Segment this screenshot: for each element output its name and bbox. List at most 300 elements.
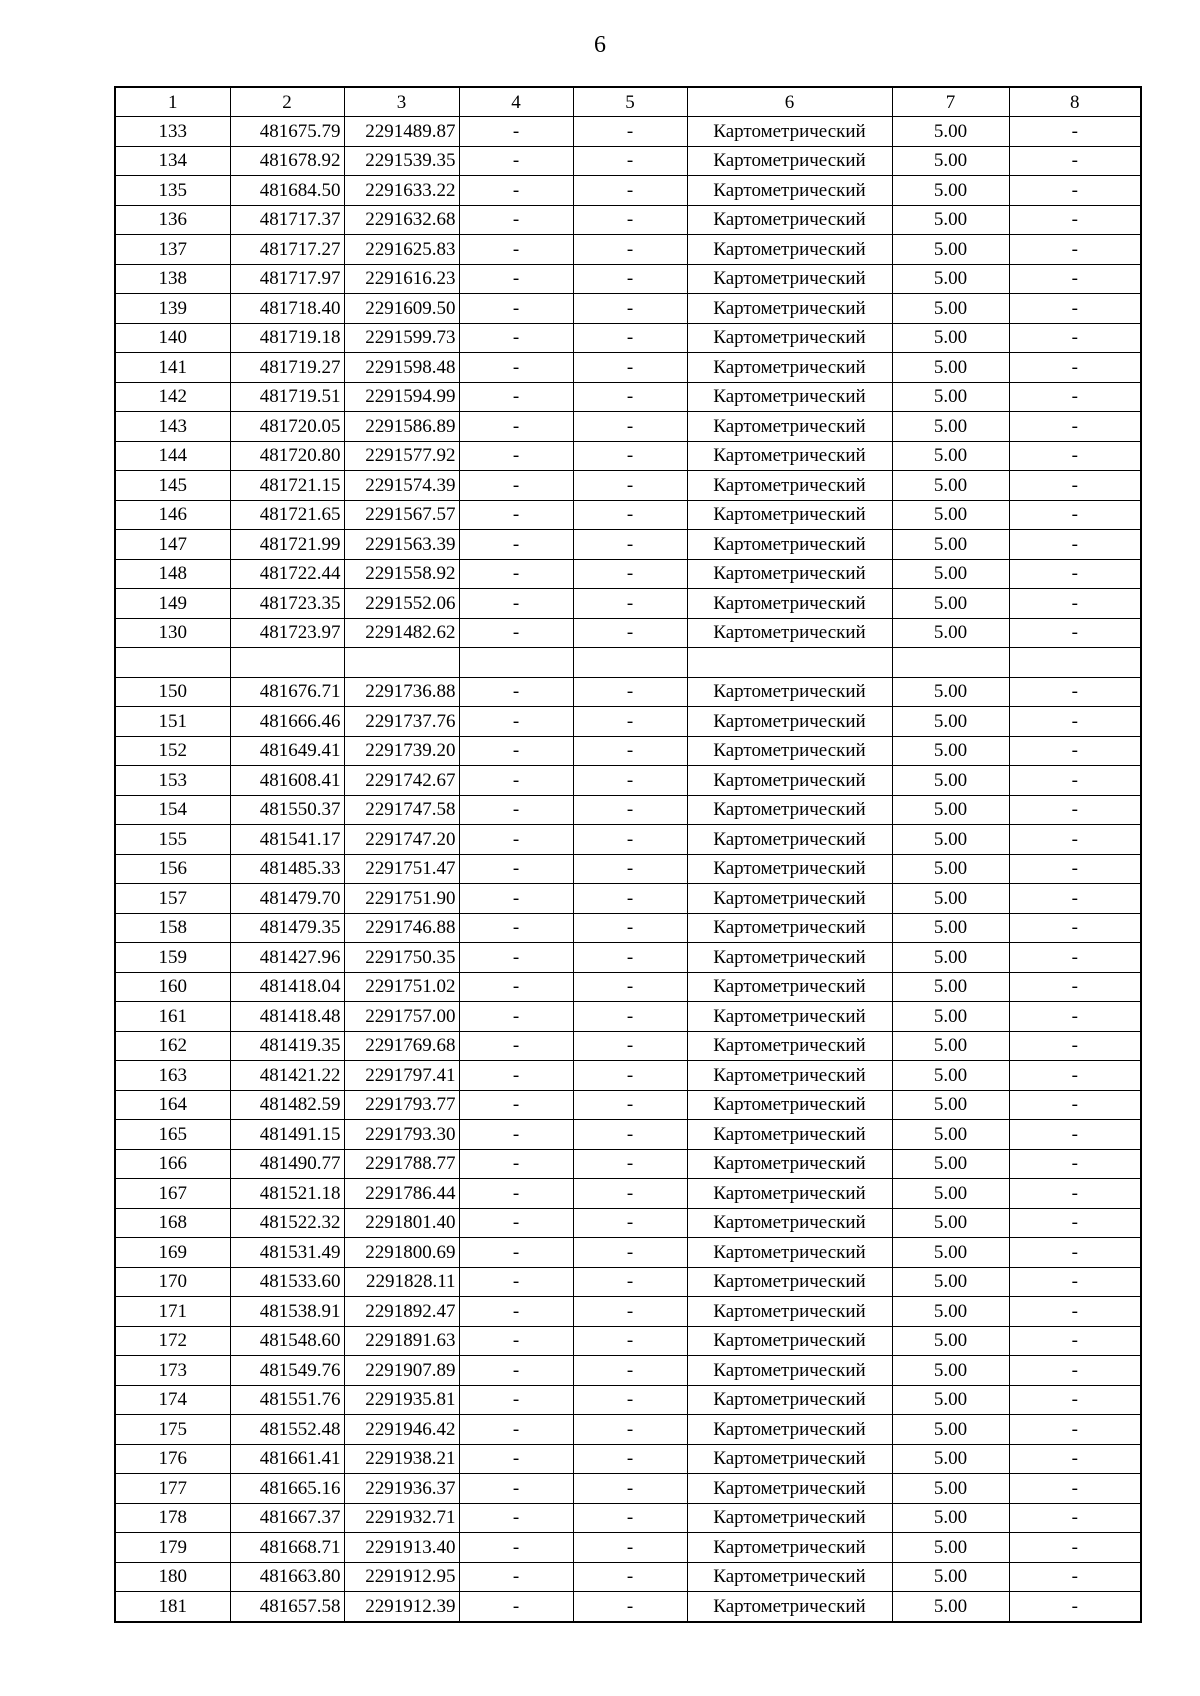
cell-col-4: - bbox=[459, 589, 573, 619]
cell-point-number: 152 bbox=[115, 736, 230, 766]
cell-accuracy: 5.00 bbox=[892, 441, 1009, 471]
cell-x-coordinate: 481548.60 bbox=[230, 1326, 344, 1356]
cell-x-coordinate: 481479.35 bbox=[230, 913, 344, 943]
cell-col-4: - bbox=[459, 235, 573, 265]
cell-point-number: 139 bbox=[115, 294, 230, 324]
cell-y-coordinate: 2291891.63 bbox=[344, 1326, 459, 1356]
cell-y-coordinate: 2291616.23 bbox=[344, 264, 459, 294]
cell-x-coordinate: 481678.92 bbox=[230, 146, 344, 176]
cell-accuracy: 5.00 bbox=[892, 589, 1009, 619]
cell-accuracy: 5.00 bbox=[892, 1562, 1009, 1592]
cell-y-coordinate: 2291739.20 bbox=[344, 736, 459, 766]
cell-point-number: 148 bbox=[115, 559, 230, 589]
table-row bbox=[115, 1238, 1141, 1268]
cell-col-4: - bbox=[459, 1592, 573, 1622]
cell-point-number: 167 bbox=[115, 1179, 230, 1209]
cell-method: Картометрический bbox=[687, 1031, 892, 1061]
cell-x-coordinate: 481667.37 bbox=[230, 1503, 344, 1533]
table-row bbox=[115, 766, 1141, 796]
table-row bbox=[115, 176, 1141, 206]
table-row bbox=[115, 1385, 1141, 1415]
cell-col-8: - bbox=[1009, 530, 1141, 560]
table-row bbox=[115, 1002, 1141, 1032]
cell-y-coordinate: 2291558.92 bbox=[344, 559, 459, 589]
cell-x-coordinate: 481490.77 bbox=[230, 1149, 344, 1179]
cell-point-number: 153 bbox=[115, 766, 230, 796]
cell-accuracy: 5.00 bbox=[892, 412, 1009, 442]
cell-method: Картометрический bbox=[687, 471, 892, 501]
cell-y-coordinate bbox=[344, 648, 459, 678]
header-cell-8: 8 bbox=[1009, 87, 1141, 117]
cell-method: Картометрический bbox=[687, 1267, 892, 1297]
cell-method: Картометрический bbox=[687, 1562, 892, 1592]
cell-col-8: - bbox=[1009, 1385, 1141, 1415]
cell-accuracy: 5.00 bbox=[892, 884, 1009, 914]
cell-accuracy: 5.00 bbox=[892, 736, 1009, 766]
cell-col-4: - bbox=[459, 412, 573, 442]
cell-y-coordinate: 2291907.89 bbox=[344, 1356, 459, 1386]
cell-point-number: 134 bbox=[115, 146, 230, 176]
cell-point-number: 168 bbox=[115, 1208, 230, 1238]
cell-col-8: - bbox=[1009, 235, 1141, 265]
table-row bbox=[115, 1149, 1141, 1179]
cell-method: Картометрический bbox=[687, 500, 892, 530]
cell-point-number: 146 bbox=[115, 500, 230, 530]
cell-col-8: - bbox=[1009, 1238, 1141, 1268]
cell-col-4: - bbox=[459, 1120, 573, 1150]
cell-method: Картометрический bbox=[687, 559, 892, 589]
cell-accuracy: 5.00 bbox=[892, 1179, 1009, 1209]
cell-x-coordinate: 481721.99 bbox=[230, 530, 344, 560]
cell-col-8: - bbox=[1009, 854, 1141, 884]
cell-method: Картометрический bbox=[687, 117, 892, 147]
cell-col-8: - bbox=[1009, 795, 1141, 825]
cell-method: Картометрический bbox=[687, 382, 892, 412]
cell-col-4: - bbox=[459, 1444, 573, 1474]
cell-method: Картометрический bbox=[687, 1356, 892, 1386]
table-row bbox=[115, 1415, 1141, 1445]
cell-col-4: - bbox=[459, 884, 573, 914]
cell-accuracy: 5.00 bbox=[892, 1503, 1009, 1533]
table-row bbox=[115, 1562, 1141, 1592]
cell-accuracy: 5.00 bbox=[892, 913, 1009, 943]
cell-col-8: - bbox=[1009, 736, 1141, 766]
cell-point-number: 142 bbox=[115, 382, 230, 412]
cell-col-5: - bbox=[573, 353, 687, 383]
cell-x-coordinate: 481684.50 bbox=[230, 176, 344, 206]
cell-col-4: - bbox=[459, 707, 573, 737]
cell-col-4: - bbox=[459, 559, 573, 589]
cell-y-coordinate: 2291586.89 bbox=[344, 412, 459, 442]
cell-point-number: 174 bbox=[115, 1385, 230, 1415]
cell-accuracy: 5.00 bbox=[892, 618, 1009, 648]
cell-col-8: - bbox=[1009, 441, 1141, 471]
cell-col-4: - bbox=[459, 353, 573, 383]
cell-accuracy: 5.00 bbox=[892, 1061, 1009, 1091]
page-number: 6 bbox=[594, 32, 606, 58]
cell-y-coordinate: 2291567.57 bbox=[344, 500, 459, 530]
table-row bbox=[115, 943, 1141, 973]
cell-col-8: - bbox=[1009, 913, 1141, 943]
table-row bbox=[115, 972, 1141, 1002]
cell-method: Картометрический bbox=[687, 913, 892, 943]
cell-y-coordinate: 2291632.68 bbox=[344, 205, 459, 235]
cell-point-number: 172 bbox=[115, 1326, 230, 1356]
cell-col-8: - bbox=[1009, 707, 1141, 737]
cell-x-coordinate: 481608.41 bbox=[230, 766, 344, 796]
cell-col-8: - bbox=[1009, 205, 1141, 235]
table-row bbox=[115, 707, 1141, 737]
cell-accuracy: 5.00 bbox=[892, 972, 1009, 1002]
cell-y-coordinate: 2291552.06 bbox=[344, 589, 459, 619]
cell-col-5: - bbox=[573, 471, 687, 501]
table-row bbox=[115, 648, 1141, 678]
cell-point-number: 133 bbox=[115, 117, 230, 147]
cell-col-5: - bbox=[573, 943, 687, 973]
cell-x-coordinate: 481668.71 bbox=[230, 1533, 344, 1563]
cell-col-8: - bbox=[1009, 618, 1141, 648]
header-cell-3: 3 bbox=[344, 87, 459, 117]
cell-col-5: - bbox=[573, 1002, 687, 1032]
cell-x-coordinate: 481719.18 bbox=[230, 323, 344, 353]
cell-col-5: - bbox=[573, 1474, 687, 1504]
cell-point-number: 179 bbox=[115, 1533, 230, 1563]
cell-x-coordinate bbox=[230, 648, 344, 678]
cell-method: Картометрический bbox=[687, 294, 892, 324]
cell-col-5: - bbox=[573, 176, 687, 206]
cell-point-number: 157 bbox=[115, 884, 230, 914]
cell-method: Картометрический bbox=[687, 972, 892, 1002]
cell-x-coordinate: 481665.16 bbox=[230, 1474, 344, 1504]
cell-point-number: 171 bbox=[115, 1297, 230, 1327]
cell-col-4: - bbox=[459, 795, 573, 825]
cell-point-number: 175 bbox=[115, 1415, 230, 1445]
cell-point-number: 137 bbox=[115, 235, 230, 265]
cell-col-5: - bbox=[573, 795, 687, 825]
cell-col-8: - bbox=[1009, 471, 1141, 501]
cell-x-coordinate: 481676.71 bbox=[230, 677, 344, 707]
cell-col-8: - bbox=[1009, 1415, 1141, 1445]
cell-col-4: - bbox=[459, 913, 573, 943]
cell-col-5: - bbox=[573, 972, 687, 1002]
cell-col-5: - bbox=[573, 589, 687, 619]
cell-point-number: 178 bbox=[115, 1503, 230, 1533]
cell-col-8: - bbox=[1009, 1002, 1141, 1032]
cell-col-4: - bbox=[459, 1061, 573, 1091]
cell-col-5: - bbox=[573, 205, 687, 235]
cell-y-coordinate: 2291599.73 bbox=[344, 323, 459, 353]
cell-point-number: 158 bbox=[115, 913, 230, 943]
cell-col-5: - bbox=[573, 884, 687, 914]
cell-x-coordinate: 481550.37 bbox=[230, 795, 344, 825]
cell-point-number: 150 bbox=[115, 677, 230, 707]
cell-col-4: - bbox=[459, 972, 573, 1002]
cell-point-number: 155 bbox=[115, 825, 230, 855]
cell-accuracy: 5.00 bbox=[892, 707, 1009, 737]
cell-x-coordinate: 481541.17 bbox=[230, 825, 344, 855]
cell-accuracy: 5.00 bbox=[892, 382, 1009, 412]
cell-accuracy: 5.00 bbox=[892, 1149, 1009, 1179]
cell-accuracy: 5.00 bbox=[892, 1444, 1009, 1474]
cell-method: Картометрический bbox=[687, 589, 892, 619]
table-row bbox=[115, 353, 1141, 383]
cell-method: Картометрический bbox=[687, 323, 892, 353]
cell-point-number: 176 bbox=[115, 1444, 230, 1474]
cell-point-number: 130 bbox=[115, 618, 230, 648]
cell-x-coordinate: 481521.18 bbox=[230, 1179, 344, 1209]
cell-col-4: - bbox=[459, 1090, 573, 1120]
cell-col-5: - bbox=[573, 235, 687, 265]
cell-point-number: 159 bbox=[115, 943, 230, 973]
cell-x-coordinate: 481661.41 bbox=[230, 1444, 344, 1474]
cell-col-8: - bbox=[1009, 1356, 1141, 1386]
cell-col-8: - bbox=[1009, 1297, 1141, 1327]
cell-y-coordinate: 2291932.71 bbox=[344, 1503, 459, 1533]
cell-col-4: - bbox=[459, 1503, 573, 1533]
cell-col-4: - bbox=[459, 1149, 573, 1179]
cell-col-8: - bbox=[1009, 1474, 1141, 1504]
cell-col-4: - bbox=[459, 1415, 573, 1445]
cell-col-8: - bbox=[1009, 1031, 1141, 1061]
cell-y-coordinate: 2291912.39 bbox=[344, 1592, 459, 1622]
cell-y-coordinate: 2291574.39 bbox=[344, 471, 459, 501]
cell-col-8: - bbox=[1009, 1120, 1141, 1150]
cell-x-coordinate: 481722.44 bbox=[230, 559, 344, 589]
cell-method: Картометрический bbox=[687, 1120, 892, 1150]
cell-method bbox=[687, 648, 892, 678]
cell-x-coordinate: 481491.15 bbox=[230, 1120, 344, 1150]
cell-accuracy: 5.00 bbox=[892, 825, 1009, 855]
cell-col-4: - bbox=[459, 117, 573, 147]
cell-point-number bbox=[115, 648, 230, 678]
cell-col-5: - bbox=[573, 117, 687, 147]
cell-col-8: - bbox=[1009, 1562, 1141, 1592]
table-row bbox=[115, 412, 1141, 442]
cell-y-coordinate: 2291936.37 bbox=[344, 1474, 459, 1504]
header-cell-7: 7 bbox=[892, 87, 1009, 117]
cell-x-coordinate: 481720.80 bbox=[230, 441, 344, 471]
cell-accuracy: 5.00 bbox=[892, 471, 1009, 501]
cell-point-number: 143 bbox=[115, 412, 230, 442]
cell-col-4: - bbox=[459, 1002, 573, 1032]
cell-y-coordinate: 2291828.11 bbox=[344, 1267, 459, 1297]
cell-y-coordinate: 2291747.20 bbox=[344, 825, 459, 855]
cell-point-number: 156 bbox=[115, 854, 230, 884]
cell-y-coordinate: 2291786.44 bbox=[344, 1179, 459, 1209]
cell-col-5: - bbox=[573, 530, 687, 560]
cell-accuracy: 5.00 bbox=[892, 1267, 1009, 1297]
cell-point-number: 135 bbox=[115, 176, 230, 206]
table-row bbox=[115, 1208, 1141, 1238]
cell-method: Картометрический bbox=[687, 1297, 892, 1327]
cell-accuracy: 5.00 bbox=[892, 1297, 1009, 1327]
cell-col-8: - bbox=[1009, 559, 1141, 589]
table-row bbox=[115, 825, 1141, 855]
cell-col-4: - bbox=[459, 1179, 573, 1209]
cell-point-number: 163 bbox=[115, 1061, 230, 1091]
cell-col-4: - bbox=[459, 766, 573, 796]
cell-col-8: - bbox=[1009, 176, 1141, 206]
cell-accuracy: 5.00 bbox=[892, 1120, 1009, 1150]
table-row bbox=[115, 1297, 1141, 1327]
table-row bbox=[115, 1503, 1141, 1533]
cell-col-5: - bbox=[573, 264, 687, 294]
cell-x-coordinate: 481717.97 bbox=[230, 264, 344, 294]
cell-method: Картометрический bbox=[687, 1326, 892, 1356]
cell-col-5: - bbox=[573, 1267, 687, 1297]
cell-col-4: - bbox=[459, 1297, 573, 1327]
cell-col-4: - bbox=[459, 323, 573, 353]
cell-point-number: 173 bbox=[115, 1356, 230, 1386]
cell-x-coordinate: 481551.76 bbox=[230, 1385, 344, 1415]
table-row bbox=[115, 382, 1141, 412]
table-row bbox=[115, 736, 1141, 766]
cell-method: Картометрический bbox=[687, 235, 892, 265]
cell-col-5: - bbox=[573, 441, 687, 471]
cell-x-coordinate: 481666.46 bbox=[230, 707, 344, 737]
table-row bbox=[115, 117, 1141, 147]
cell-method: Картометрический bbox=[687, 1149, 892, 1179]
cell-method: Картометрический bbox=[687, 1208, 892, 1238]
cell-x-coordinate: 481418.04 bbox=[230, 972, 344, 1002]
cell-col-5: - bbox=[573, 677, 687, 707]
cell-accuracy: 5.00 bbox=[892, 1031, 1009, 1061]
cell-col-8: - bbox=[1009, 589, 1141, 619]
cell-col-5: - bbox=[573, 1061, 687, 1091]
cell-x-coordinate: 481482.59 bbox=[230, 1090, 344, 1120]
cell-col-8: - bbox=[1009, 1326, 1141, 1356]
header-cell-5: 5 bbox=[573, 87, 687, 117]
cell-col-5: - bbox=[573, 1326, 687, 1356]
cell-point-number: 149 bbox=[115, 589, 230, 619]
cell-col-8: - bbox=[1009, 353, 1141, 383]
table-row bbox=[115, 1061, 1141, 1091]
cell-method: Картометрический bbox=[687, 1002, 892, 1032]
cell-col-5: - bbox=[573, 1592, 687, 1622]
cell-method: Картометрический bbox=[687, 1061, 892, 1091]
header-cell-1: 1 bbox=[115, 87, 230, 117]
cell-accuracy: 5.00 bbox=[892, 500, 1009, 530]
cell-method: Картометрический bbox=[687, 736, 892, 766]
cell-col-5: - bbox=[573, 1090, 687, 1120]
cell-col-4: - bbox=[459, 146, 573, 176]
cell-col-4: - bbox=[459, 205, 573, 235]
cell-col-4: - bbox=[459, 1385, 573, 1415]
cell-x-coordinate: 481717.27 bbox=[230, 235, 344, 265]
cell-col-5: - bbox=[573, 1385, 687, 1415]
cell-accuracy: 5.00 bbox=[892, 1002, 1009, 1032]
cell-point-number: 144 bbox=[115, 441, 230, 471]
cell-col-4: - bbox=[459, 1031, 573, 1061]
cell-y-coordinate: 2291594.99 bbox=[344, 382, 459, 412]
cell-x-coordinate: 481657.58 bbox=[230, 1592, 344, 1622]
cell-col-4: - bbox=[459, 1562, 573, 1592]
cell-col-4: - bbox=[459, 825, 573, 855]
cell-y-coordinate: 2291912.95 bbox=[344, 1562, 459, 1592]
cell-x-coordinate: 481552.48 bbox=[230, 1415, 344, 1445]
cell-point-number: 151 bbox=[115, 707, 230, 737]
cell-x-coordinate: 481427.96 bbox=[230, 943, 344, 973]
cell-col-5: - bbox=[573, 1444, 687, 1474]
cell-col-8: - bbox=[1009, 1149, 1141, 1179]
cell-method: Картометрический bbox=[687, 1179, 892, 1209]
cell-col-5: - bbox=[573, 1031, 687, 1061]
table-row bbox=[115, 589, 1141, 619]
cell-col-4: - bbox=[459, 1238, 573, 1268]
header-cell-2: 2 bbox=[230, 87, 344, 117]
cell-accuracy: 5.00 bbox=[892, 854, 1009, 884]
cell-col-8: - bbox=[1009, 884, 1141, 914]
cell-x-coordinate: 481721.65 bbox=[230, 500, 344, 530]
cell-col-4: - bbox=[459, 441, 573, 471]
cell-col-5: - bbox=[573, 1238, 687, 1268]
cell-x-coordinate: 481419.35 bbox=[230, 1031, 344, 1061]
cell-y-coordinate: 2291750.35 bbox=[344, 943, 459, 973]
cell-x-coordinate: 481718.40 bbox=[230, 294, 344, 324]
cell-method: Картометрический bbox=[687, 205, 892, 235]
cell-col-8: - bbox=[1009, 146, 1141, 176]
cell-col-5: - bbox=[573, 1179, 687, 1209]
cell-y-coordinate: 2291797.41 bbox=[344, 1061, 459, 1091]
cell-method: Картометрический bbox=[687, 707, 892, 737]
cell-y-coordinate: 2291800.69 bbox=[344, 1238, 459, 1268]
cell-col-5: - bbox=[573, 382, 687, 412]
cell-col-8: - bbox=[1009, 412, 1141, 442]
cell-x-coordinate: 481719.51 bbox=[230, 382, 344, 412]
cell-point-number: 180 bbox=[115, 1562, 230, 1592]
table-row bbox=[115, 471, 1141, 501]
cell-y-coordinate: 2291757.00 bbox=[344, 1002, 459, 1032]
cell-accuracy: 5.00 bbox=[892, 353, 1009, 383]
cell-col-8: - bbox=[1009, 382, 1141, 412]
table-row bbox=[115, 1444, 1141, 1474]
cell-method: Картометрический bbox=[687, 825, 892, 855]
cell-col-5: - bbox=[573, 412, 687, 442]
cell-method: Картометрический bbox=[687, 1415, 892, 1445]
cell-point-number: 160 bbox=[115, 972, 230, 1002]
cell-accuracy: 5.00 bbox=[892, 1415, 1009, 1445]
cell-method: Картометрический bbox=[687, 1090, 892, 1120]
cell-point-number: 141 bbox=[115, 353, 230, 383]
cell-x-coordinate: 481479.70 bbox=[230, 884, 344, 914]
cell-col-4: - bbox=[459, 618, 573, 648]
cell-x-coordinate: 481421.22 bbox=[230, 1061, 344, 1091]
cell-x-coordinate: 481721.15 bbox=[230, 471, 344, 501]
cell-point-number: 138 bbox=[115, 264, 230, 294]
cell-accuracy: 5.00 bbox=[892, 117, 1009, 147]
cell-point-number: 164 bbox=[115, 1090, 230, 1120]
cell-method: Картометрический bbox=[687, 146, 892, 176]
cell-col-8: - bbox=[1009, 264, 1141, 294]
cell-col-4: - bbox=[459, 294, 573, 324]
cell-method: Картометрический bbox=[687, 1533, 892, 1563]
cell-col-5: - bbox=[573, 913, 687, 943]
cell-accuracy: 5.00 bbox=[892, 1208, 1009, 1238]
cell-method: Картометрический bbox=[687, 1385, 892, 1415]
cell-accuracy: 5.00 bbox=[892, 323, 1009, 353]
cell-accuracy: 5.00 bbox=[892, 1474, 1009, 1504]
cell-method: Картометрический bbox=[687, 943, 892, 973]
cell-method: Картометрический bbox=[687, 412, 892, 442]
cell-col-4: - bbox=[459, 1208, 573, 1238]
cell-col-5: - bbox=[573, 825, 687, 855]
cell-y-coordinate: 2291577.92 bbox=[344, 441, 459, 471]
cell-col-8: - bbox=[1009, 1179, 1141, 1209]
table-row bbox=[115, 530, 1141, 560]
cell-col-8: - bbox=[1009, 1444, 1141, 1474]
cell-y-coordinate: 2291742.67 bbox=[344, 766, 459, 796]
cell-method: Картометрический bbox=[687, 1474, 892, 1504]
